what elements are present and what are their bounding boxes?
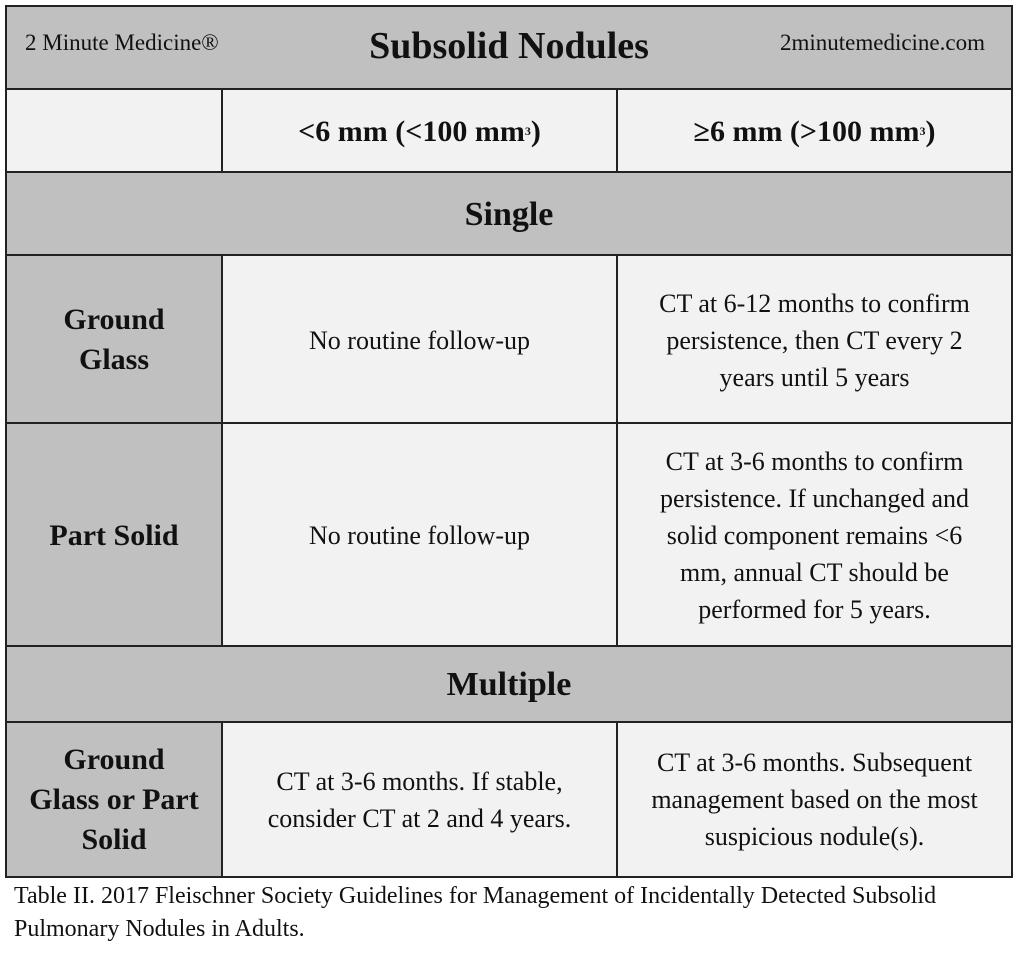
brand-left: 2 Minute Medicine®	[25, 30, 219, 55]
divider	[221, 90, 223, 173]
cell-multiple-large: CT at 3-6 months. Subsequent management based on the most suspicious nodule(s).	[618, 723, 1011, 876]
column-header-small: <6 mm (<100 mm 3 )	[223, 90, 616, 173]
cell-ground-glass-large: CT at 6-12 months to confirm persistence, then CT every 2 years until 5 years	[618, 256, 1011, 424]
cell-ground-glass-small: No routine follow-up	[223, 256, 616, 424]
divider	[616, 723, 618, 876]
guidelines-table	[5, 5, 1013, 878]
divider	[616, 256, 618, 647]
table-caption: Table II. 2017 Fleischner Society Guidelines for Management of Incidentally Detected Subsolid Pulmonary Nodules in Adults.	[14, 883, 937, 942]
row-header-ground-glass: Ground Glass	[7, 256, 221, 424]
divider	[616, 90, 618, 173]
cell-part-solid-small: No routine follow-up	[223, 424, 616, 647]
column-header-large: ≥6 mm (>100 mm 3 )	[618, 90, 1011, 173]
column-header-blank	[7, 90, 221, 173]
section-multiple: Multiple	[7, 647, 1011, 723]
section-single: Single	[7, 173, 1011, 256]
table-header	[7, 7, 1011, 90]
cell-part-solid-large: CT at 3-6 months to confirm persistence. If unchanged and solid component remains <6 mm, annual CT should be performed for 5 years.	[618, 424, 1011, 647]
row-header-part-solid: Part Solid	[7, 424, 221, 647]
cell-multiple-small: CT at 3-6 months. If stable, consider CT at 2 and 4 years.	[223, 723, 616, 876]
divider	[221, 723, 223, 876]
divider	[221, 256, 223, 647]
row-header-ground-glass-or-part-solid: Ground Glass or Part Solid	[7, 723, 221, 876]
brand-right: 2minutemedicine.com	[779, 30, 985, 55]
page-title: Subsolid Nodules	[369, 25, 649, 67]
